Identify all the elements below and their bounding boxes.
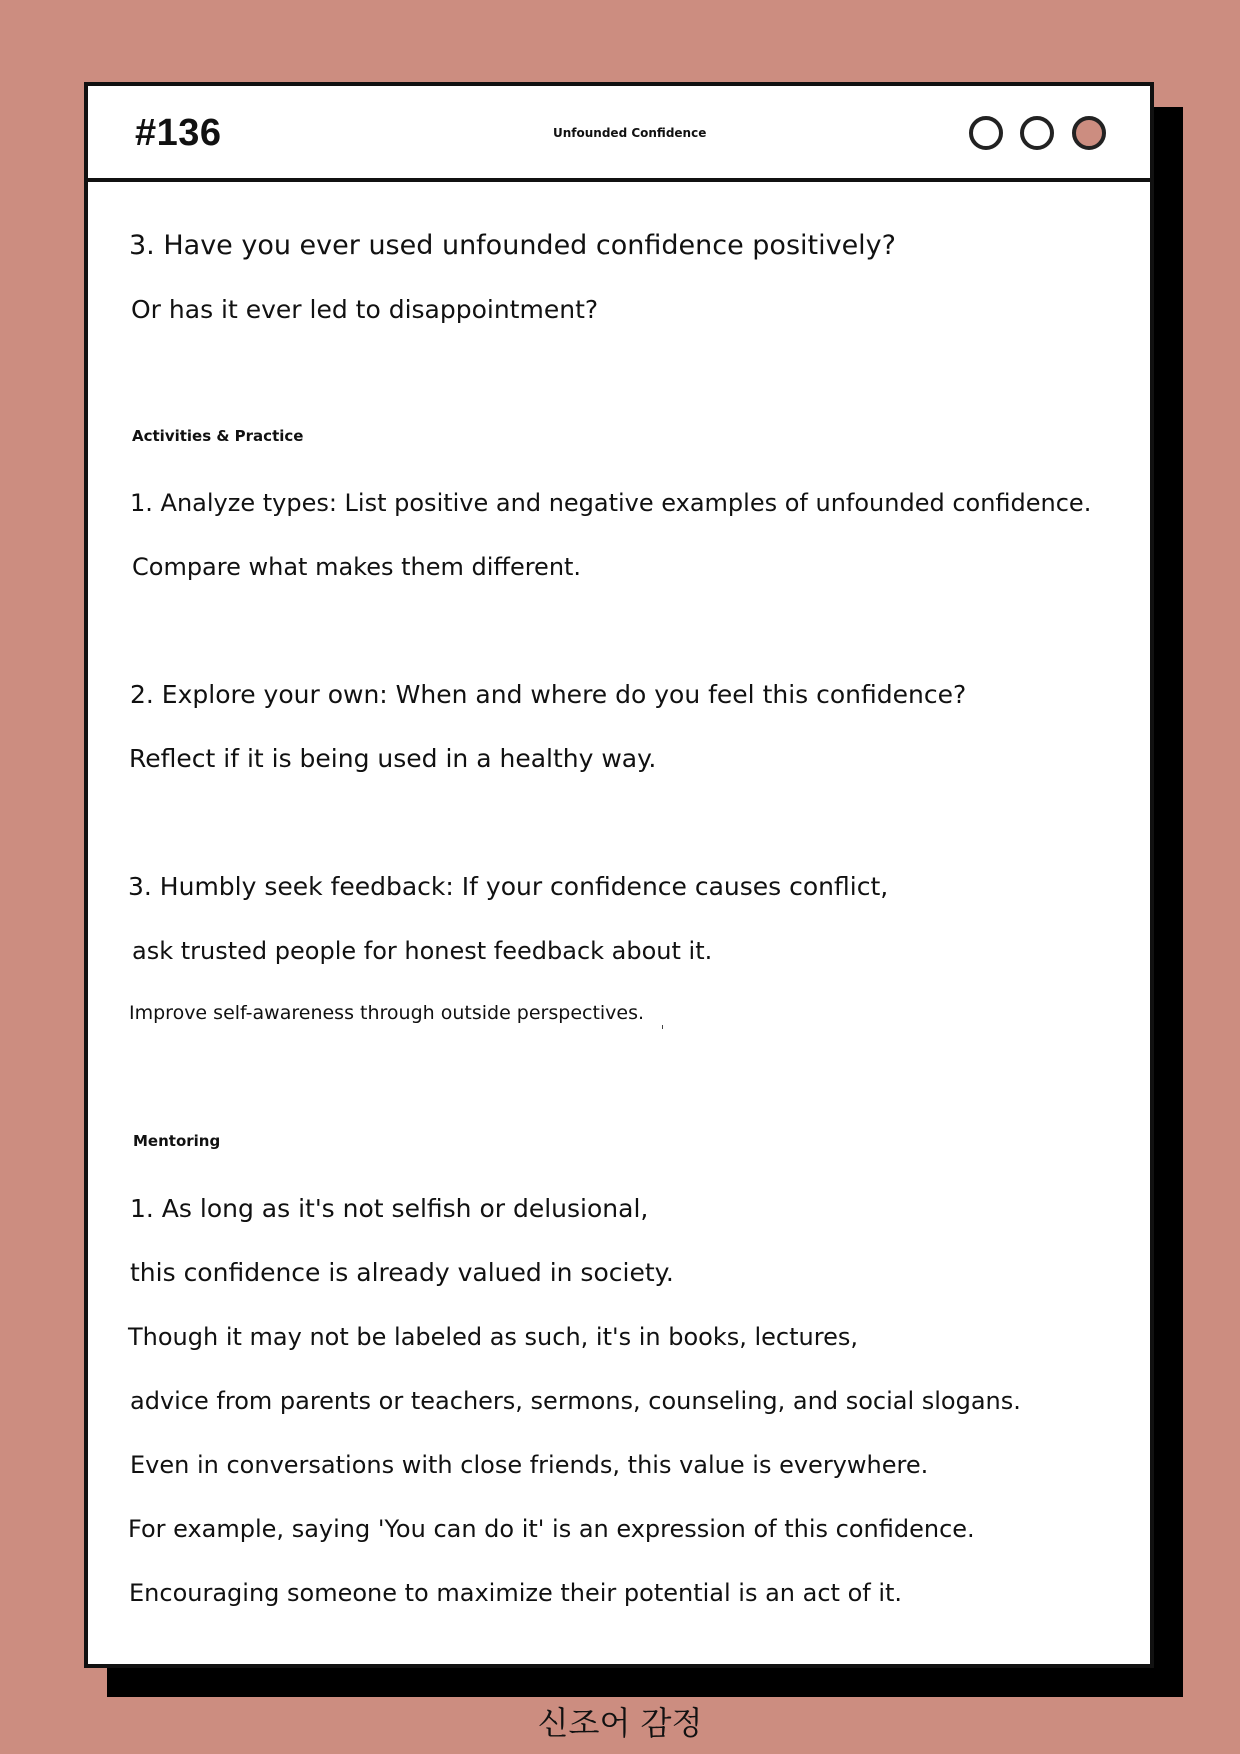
intro-question-line: 3. Have you ever used unfounded confidence positively? [129, 230, 896, 261]
activity-line: ask trusted people for honest feedback about it. [132, 937, 713, 965]
window-title: Unfounded Confidence [553, 126, 707, 140]
activity-line: Reflect if it is being used in a healthy way. [129, 744, 657, 773]
mentoring-line: Even in conversations with close friends, this value is everywhere. [130, 1451, 929, 1479]
title-bar [88, 86, 1150, 182]
mentoring-line: advice from parents or teachers, sermons, counseling, and social slogans. [130, 1387, 1021, 1415]
footer-brand: 신조어 감정 [537, 1704, 703, 1742]
activity-line: Compare what makes them different. [132, 553, 582, 581]
mentoring-line: this confidence is already valued in society. [130, 1258, 674, 1287]
stray-mark [662, 1025, 663, 1029]
mentoring-line: Encouraging someone to maximize their potential is an act of it. [129, 1579, 903, 1607]
circle-outline-icon[interactable] [1020, 116, 1054, 150]
intro-question-line: Or has it ever led to disappointment? [131, 295, 599, 324]
mentoring-heading: Mentoring [133, 1132, 221, 1150]
card-window [84, 82, 1154, 1668]
circle-filled-icon[interactable] [1072, 116, 1106, 150]
activity-line: 3. Humbly seek feedback: If your confidence causes conflict, [128, 872, 889, 901]
activity-line: 2. Explore your own: When and where do you feel this confidence? [130, 680, 967, 709]
activity-line: 1. Analyze types: List positive and negative examples of unfounded confidence. [130, 489, 1092, 517]
circle-outline-icon[interactable] [969, 116, 1003, 150]
activity-line: Improve self-awareness through outside perspectives. [129, 1002, 645, 1024]
issue-number: #136 [135, 112, 222, 154]
mentoring-line: Though it may not be labeled as such, it's in books, lectures, [128, 1323, 858, 1351]
mentoring-line: 1. As long as it's not selfish or delusional, [130, 1194, 649, 1223]
activities-heading: Activities & Practice [132, 427, 304, 445]
mentoring-line: For example, saying 'You can do it' is an expression of this confidence. [128, 1515, 975, 1543]
